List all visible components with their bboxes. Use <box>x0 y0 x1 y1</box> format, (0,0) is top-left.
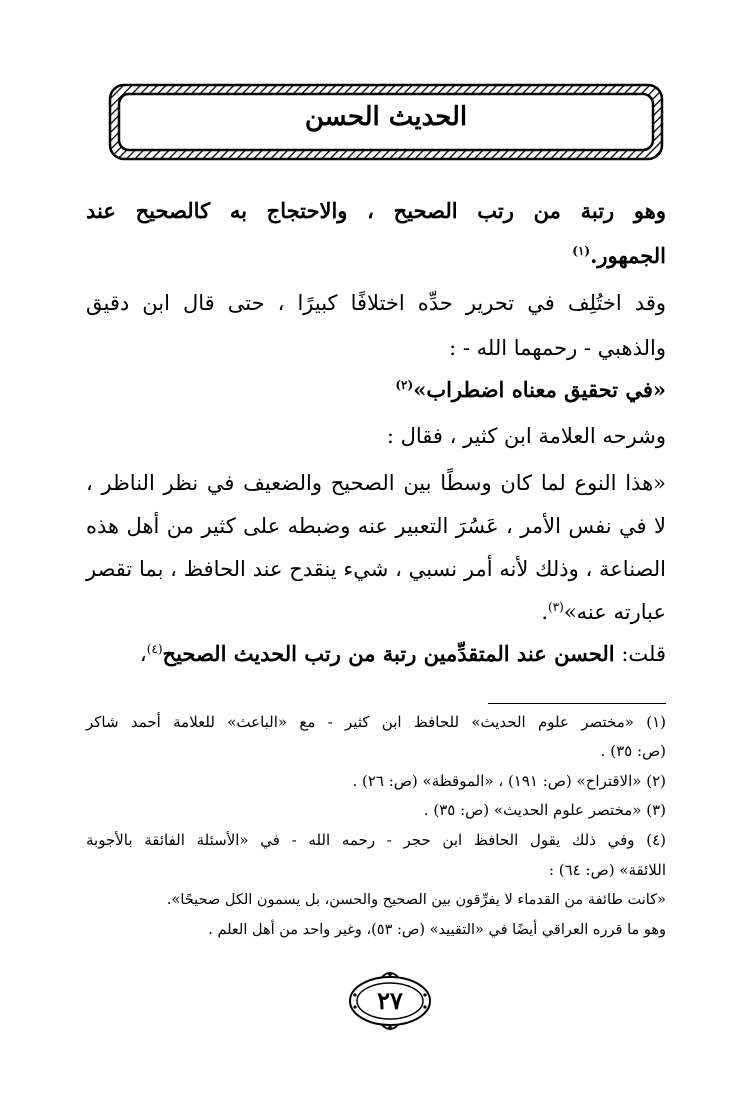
footnote-4-quote-line-2-text: وهو ما قرره العراقي أيضًا في «التقييد» (ص: ٥٣)، وغير واحد من أهل العلم . <box>208 922 666 938</box>
footnote-3-text: (٣) «مختصر علوم الحديث» (ص: ٣٥) . <box>423 801 666 819</box>
footnote-ref-4: (٤) <box>146 642 163 656</box>
page-title: الحديث الحسن <box>304 102 468 132</box>
quote-2-line-2-text: لا في نفس الأمر ، عَسُرَ التعبير عنه وضبطه على كثير من أهل هذه <box>86 514 666 538</box>
paragraph-3-text: وشرحه العلامة ابن كثير ، فقال : <box>386 424 666 448</box>
quote-2-line-3 <box>86 549 666 589</box>
quote-2-line-4 <box>86 592 666 632</box>
footnote-1-line-1-text: (١) «مختصر علوم الحديث» للحافظ ابن كثير - مع «الباعث» للعلامة أحمد شاكر <box>86 713 666 731</box>
paragraph-2-line-1 <box>86 283 666 323</box>
paragraph-1-line-1 <box>86 191 666 231</box>
paragraph-4-label: قلت: <box>621 642 666 666</box>
quote-2-end-mark: . <box>541 600 548 624</box>
title-frame <box>108 83 664 161</box>
footnote-4-line-1-text: (٤) وفي ذلك يقول الحافظ ابن حجر - رحمه الله - في «الأسئلة الفائقة بالأجوبة <box>86 831 666 849</box>
quote-2-line-4-text: عبارته عنه» <box>563 600 666 624</box>
footnote-ref-2: (٢) <box>395 378 414 392</box>
footnote-4-quote-line-1 <box>86 887 666 913</box>
footnote-separator <box>488 703 666 704</box>
footnote-2-text: (٢) «الاقتراح» (ص: ١٩١) ، «الموقظة» (ص: ٢٦) . <box>352 772 666 790</box>
footnote-4-line-2 <box>86 857 666 883</box>
paragraph-1-line-2 <box>86 236 666 276</box>
paragraph-2-line-1-text: وقد اختُلِف في تحرير حدِّه اختلافًا كبيرًا ، حتى قال ابن دقيق <box>86 291 666 315</box>
paragraph-4-end-mark: ، <box>139 642 147 666</box>
quote-2-line-1-text: «هذا النوع لما كان وسطًا بين الصحيح والضعيف في نظر الناظر ، <box>86 471 666 495</box>
page-number: ٢٧ <box>377 986 403 1015</box>
quote-2-line-1 <box>86 463 666 503</box>
paragraph-1-line-1-text: وهو رتبة من رتب الصحيح ، والاحتجاج به كالصحيح عند <box>86 198 666 223</box>
page-number-ornament <box>345 970 435 1032</box>
footnote-ref-1: (١) <box>572 244 591 258</box>
footnote-1-line-1 <box>86 709 666 735</box>
footnote-4-line-2-text: اللائقة» (ص: ٦٤) : <box>548 861 666 879</box>
footnote-ref-3: (٣) <box>548 600 564 614</box>
paragraph-3-line <box>86 416 666 456</box>
paragraph-4-line <box>86 634 666 674</box>
paragraph-2-line-2-text: والذهبي - رحمهما الله - : <box>449 336 666 360</box>
quote-2-line-3-text: الصناعة ، وذلك لأنه أمر نسبي ، شيء ينقدح عند الحافظ ، بما تقصر <box>86 557 666 581</box>
footnote-2 <box>86 768 666 794</box>
quote-1-line <box>86 370 666 410</box>
footnote-4-quote-line-1-text: «كانت طائفة من القدماء لا يفرِّقون بين الصحيح والحسن، بل يسمون الكل صحيحًا». <box>166 892 666 908</box>
footnote-3 <box>86 797 666 823</box>
quote-2-line-2 <box>86 506 666 546</box>
quote-1-text: «في تحقيق معناه اضطراب» <box>413 377 666 402</box>
footnote-4-line-1 <box>86 827 666 853</box>
footnote-1-line-2-text: (ص: ٣٥) . <box>600 742 666 760</box>
footnote-4-quote-line-2 <box>86 917 666 943</box>
paragraph-4-text: الحسن عند المتقدِّمين رتبة من رتب الحديث الصحيح <box>162 641 615 666</box>
paragraph-2-line-2 <box>86 328 666 368</box>
footnote-1-line-2 <box>86 738 666 764</box>
paragraph-1-line-2-text: الجمهور. <box>590 243 666 268</box>
